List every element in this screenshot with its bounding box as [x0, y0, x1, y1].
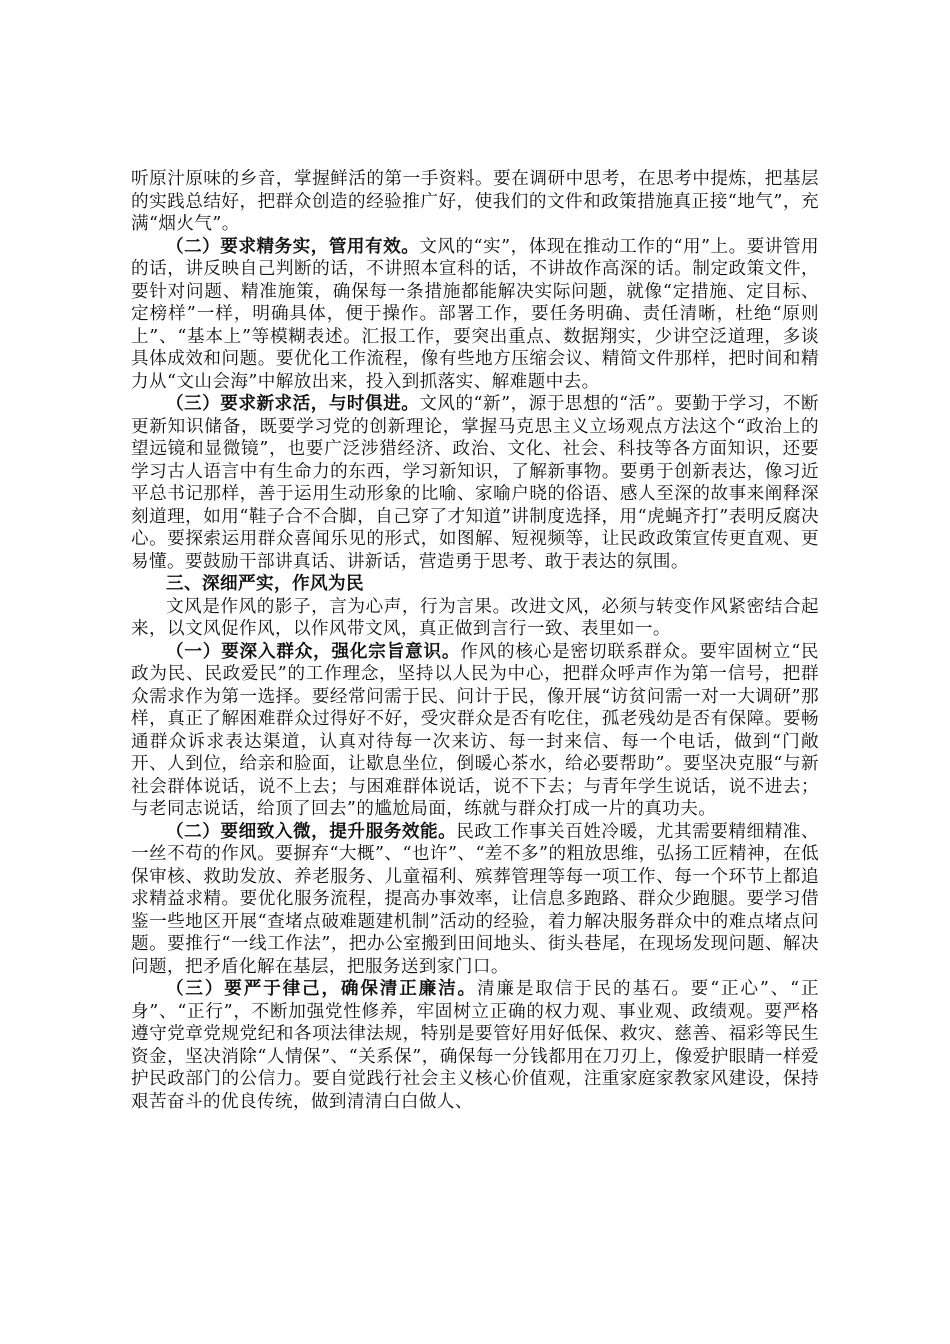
paragraph-3-3 [131, 978, 819, 1113]
document-body [131, 168, 819, 1113]
paragraph-intro-continuation [131, 168, 819, 236]
paragraph-subheading: （二）要细致入微，提升服务效能。 [166, 820, 457, 842]
paragraph-3-1 [131, 641, 819, 821]
paragraph-text: 听原汁原味的乡音，掌握鲜活的第一手资料。要在调研中思考，在思考中提炼，把基层的实践总结好，把群众创造的经验推广好，使我们的文件和政策措施真正接“地气”，充满“烟火气”。 [131, 169, 819, 234]
paragraph-3-2 [131, 821, 819, 979]
section-heading-3: 三、深细严实，作风为民 [166, 573, 364, 594]
paragraph-subheading: （三）要求新求活，与时俱进。 [166, 393, 420, 414]
paragraph-subheading: （一）要深入群众，强化宗旨意识。 [166, 640, 461, 662]
paragraph-text: 清廉是取信于民的基石。要“正心”、“正身”、“正行”，不断加强党性修养，牢固树立正确的权力观、事业观、政绩观。要严格遵守党章党规党纪和各项法律法规，特别是要管好用好低保、救灾、慈善、福彩等民生资金，坚决消除“人情保”、“关系保”，确保每一分钱都用在刀刃上，像爱护眼睛一样爱护民政部门的公信力。要自觉践行社会主义核心价值观，注重家庭家教家风建设，保持艰苦奋斗的优良传统，做到清清白白做人、 [131, 979, 819, 1112]
paragraph-text: 民政工作事关百姓冷暖，尤其需要精细精准、一丝不苟的作风。要摒弃“大概”、“也许”、“差不多”的粗放思维，弘扬工匠精神，在低保审核、救助发放、养老服务、儿童福利、殡葬管理等每一项工作、每一个环节上都追求精益求精。要优化服务流程，提高办事效率，让信息多跑路、群众少跑腿。要学习借鉴一些地区开展“查堵点破难题建机制”活动的经验，着力解决服务群众中的难点堵点问题。要推行“一线工作法”，把办公室搬到田间地头、街头巷尾，在现场发现问题、解决问题，把矛盾化解在基层，把服务送到家门口。 [131, 821, 819, 977]
paragraph-section-3-intro [131, 596, 819, 641]
paragraph-text: 文风的“新”，源于思想的“活”。要勤于学习，不断更新知识储备，既要学习党的创新理论，掌握马克思主义立场观点方法这个“政治上的望远镜和显微镜”，也要广泛涉猎经济、政治、文化、社会、科技等各方面知识，还要学习古人语言中有生命力的东西，学习新知识，了解新事物。要勇于创新表达，像习近平总书记那样，善于运用生动形象的比喻、家喻户晓的俗语、感人至深的故事来阐释深刻道理，如用“鞋子合不合脚，自己穿了才知道”讲制度选择，用“虎蝇齐打”表明反腐决心。要探索运用群众喜闻乐见的形式，如图解、短视频等，让民政政策宣传更直观、更易懂。要鼓励干部讲真话、讲新话，营造勇于思考、敢于表达的氛围。 [131, 394, 819, 572]
paragraph-text: 文风是作风的影子，言为心声，行为言果。改进文风，必须与转变作风紧密结合起来，以文风促作风，以作风带文风，真正做到言行一致、表里如一。 [131, 596, 819, 639]
paragraph-text: 文风的“实”，体现在推动工作的“用”上。要讲管用的话，讲反映自己判断的话，不讲照本宣科的话，不讲故作高深的话。制定政策文件，要针对问题、精准施策，确保每一条措施都能解决实际问题，就像“定措施、定目标、定榜样”一样，明确具体，便于操作。部署工作，要任务明确、责任清晰，杜绝“原则上”、“基本上”等模糊表述。汇报工作，要突出重点、数据翔实，少讲空泛道理，多谈具体成效和问题。要优化工作流程，像有些地方压缩会议、精简文件那样，把时间和精力从“文山会海”中解放出来，投入到抓落实、解难题中去。 [131, 236, 819, 392]
paragraph-subheading: （二）要求精务实，管用有效。 [166, 235, 420, 257]
paragraph-text: 作风的核心是密切联系群众。要牢固树立“民政为民、民政爱民”的工作理念，坚持以人民为中心，把群众呼声作为第一信号，把群众需求作为第一选择。要经常问需于民、问计于民，像开展“访贫问需一对一大调研”那样，真正了解困难群众过得好不好，受灾群众是否有吃住，孤老残幼是否有保障。要畅通群众诉求表达渠道，认真对待每一次来访、每一封来信、每一个电话，做到“门敞开、人到位，给亲和脸面，让歇息坐位，倒暖心茶水，给必要帮助”。要坚决克服“与新社会群体说话，说不上去；与困难群体说话，说不下去；与青年学生说话，说不进去；与老同志说话，给顶了回去”的尴尬局面，练就与群众打成一片的真功夫。 [131, 641, 819, 819]
paragraph-2-3 [131, 393, 819, 573]
paragraph-subheading: （三）要严于律己，确保清正廉洁。 [166, 978, 477, 999]
paragraph-2-2 [131, 236, 819, 394]
